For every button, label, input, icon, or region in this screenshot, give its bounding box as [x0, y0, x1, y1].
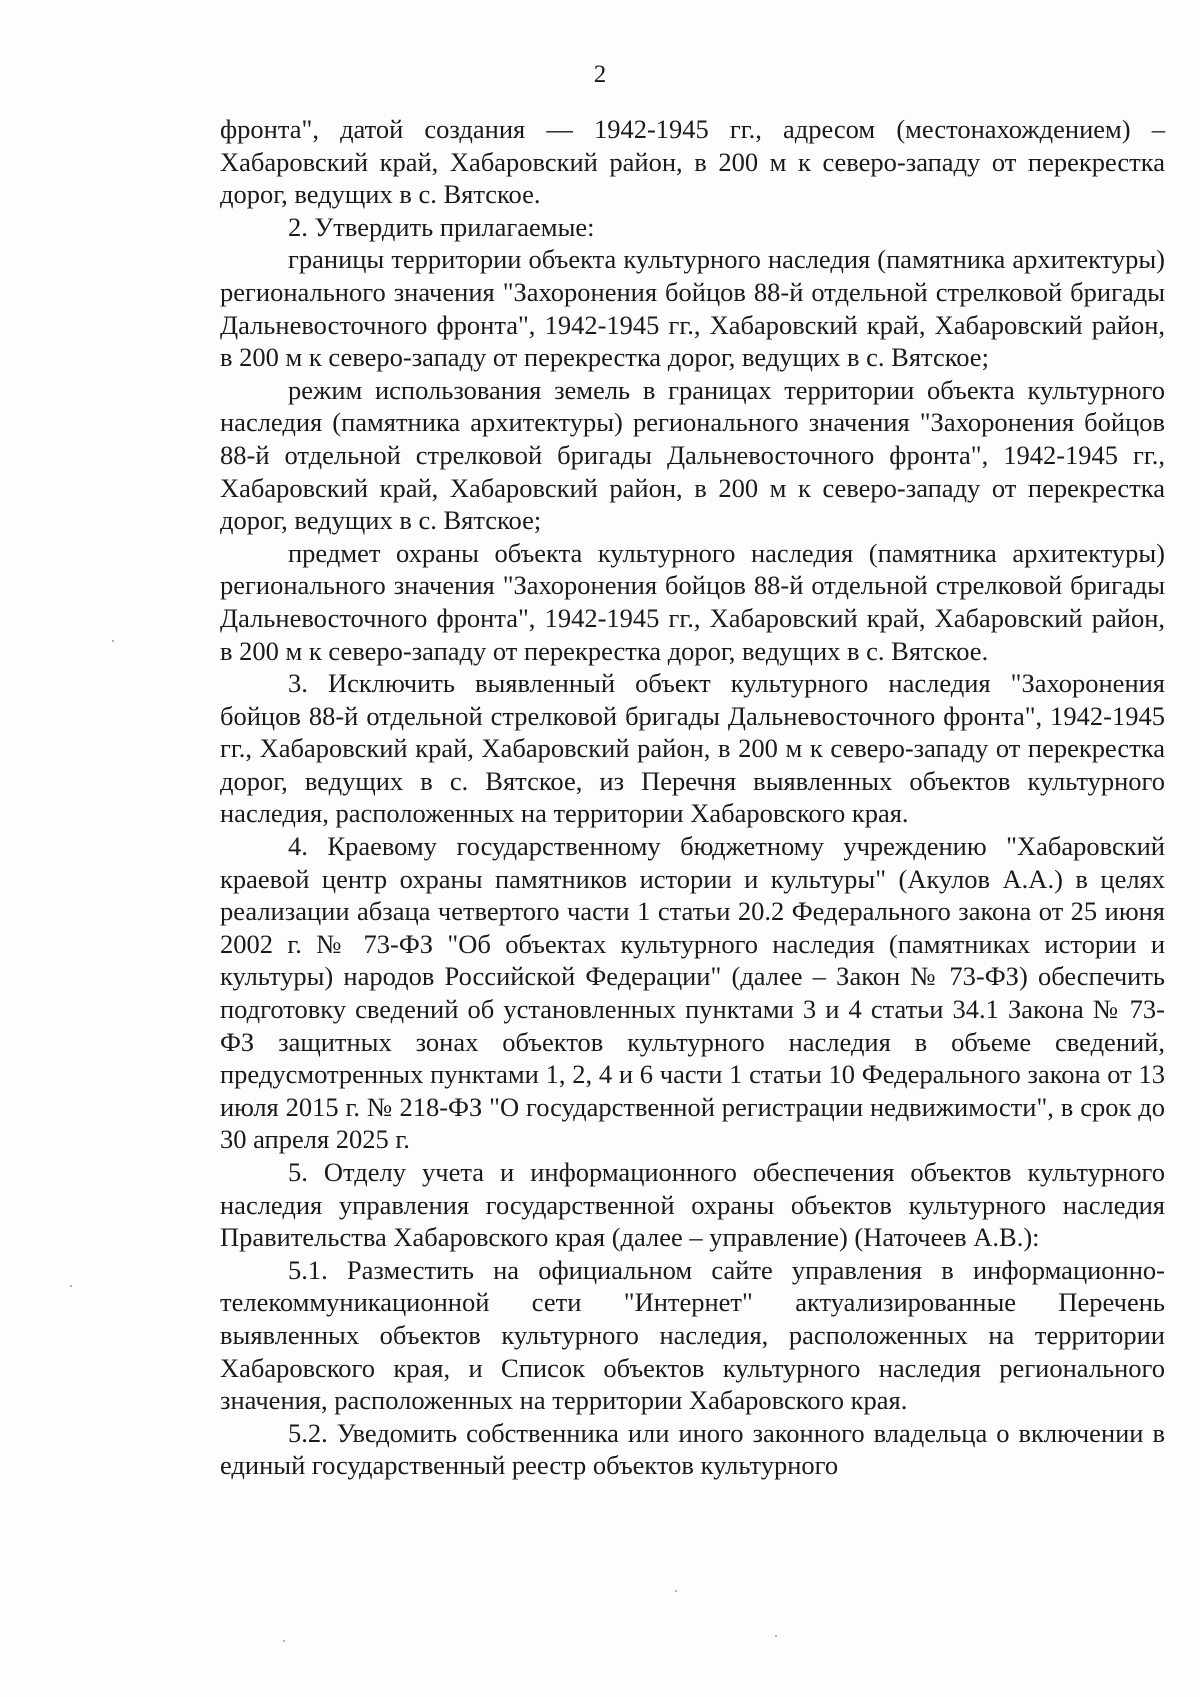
paragraph-item-3: 3. Исключить выявленный объект культурного наследия "Захоронения бойцов 88-й отдельной стрелковой бригады Дальневосточного фронта", 1942-1945 гг., Хабаровский край, Хабаровский район, в 200 м к северо-западу от перекрестка дорог, ведущих в с. Вятское, из Перечня выявленных объектов культурного наследия, расположенных на территории Хабаровского края.: [220, 668, 1165, 829]
paragraph-item-4: 4. Краевому государственному бюджетному учреждению "Хабаровский краевой центр охраны памятников истории и культуры" (Акулов А.А.) в целях реализации абзаца четвертого части 1 статьи 20.2 Федерального закона от 25 июня 2002 г. № 73-ФЗ "Об объектах культурного наследия (памятниках истории и культуры) народов Российской Федерации" (далее – Закон № 73-ФЗ) обеспечить подготовку сведений об установленных пунктами 3 и 4 статьи 34.1 Закона № 73-ФЗ защитных зонах объектов культурного наследия в объеме сведений, предусмотренных пунктами 1, 2, 4 и 6 части 1 статьи 10 Федерального закона от 13 июля 2015 г. № 218-ФЗ "О государственной регистрации недвижимости", в срок до 30 апреля 2025 г.: [220, 831, 1165, 1155]
paragraph-boundaries: границы территории объекта культурного наследия (памятника архитектуры) регионального значения "Захоронения бойцов 88-й отдельной стрелковой бригады Дальневосточного фронта", 1942-1945 гг., Хабаровский край, Хабаровский район, в 200 м к северо-западу от перекрестка дорог, ведущих в с. Вятское;: [220, 244, 1165, 373]
paragraph-item-5-1: 5.1. Разместить на официальном сайте управления в информационно-телекоммуникационной сети "Интернет" актуализированные Перечень выявленных объектов культурного наследия, расположенных на территории Хабаровского края, и Список объектов культурного наследия регионального значения, расположенных на территории Хабаровского края.: [220, 1254, 1165, 1416]
paragraph-continuation: фронта", датой создания — 1942-1945 гг., адресом (местонахождением) – Хабаровский край, Хабаровский район, в 200 м к северо-западу от перекрестка дорог, ведущих в с. Вятское.: [220, 114, 1165, 210]
paragraph-item-5-2: 5.2. Уведомить собственника или иного законного владельца о включении в единый государственный реестр объектов культурного: [220, 1417, 1165, 1481]
scan-speck: [283, 1640, 285, 1642]
scan-speck: [675, 1590, 677, 1592]
paragraph-land-use-regime: режим использования земель в границах территории объекта культурного наследия (памятника архитектуры) регионального значения "Захоронения бойцов 88-й отдельной стрелковой бригады Дальневосточного фронта", 1942-1945 гг., Хабаровский край, Хабаровский район, в 200 м к северо-западу от перекрестка дорог, ведущих в с. Вятское;: [220, 374, 1165, 536]
document-body: [220, 113, 1165, 1482]
scan-speck: [70, 1285, 72, 1287]
scan-speck: [775, 1635, 777, 1637]
paragraph-item-5: 5. Отделу учета и информационного обеспечения объектов культурного наследия управления государственной охраны объектов культурного наследия Правительства Хабаровского края (далее – управление) (Наточеев А.В.):: [220, 1157, 1165, 1253]
page-number: 2: [593, 61, 607, 88]
scan-speck: [112, 640, 114, 642]
paragraph-protection-subject: предмет охраны объекта культурного наследия (памятника архитектуры) регионального значения "Захоронения бойцов 88-й отдельной стрелковой бригады Дальневосточного фронта", 1942-1945 гг., Хабаровский край, Хабаровский район, в 200 м к северо-западу от перекрестка дорог, ведущих в с. Вятское.: [220, 537, 1165, 666]
paragraph-item-2: 2. Утвердить прилагаемые:: [288, 211, 595, 242]
